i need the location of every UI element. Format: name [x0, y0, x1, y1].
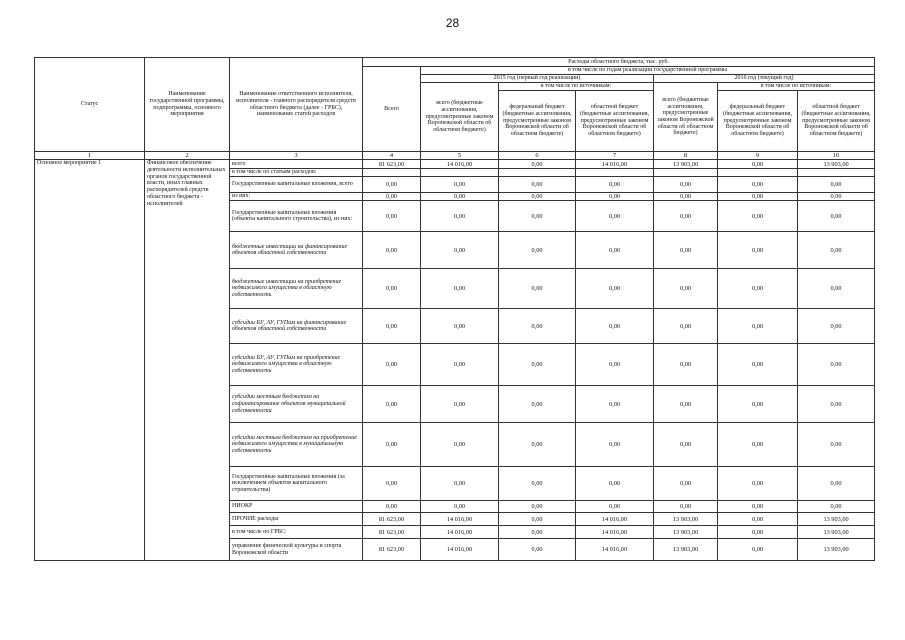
value-cell: 0,00 [718, 201, 798, 232]
value-cell: 0,00 [654, 177, 718, 193]
value-cell [718, 169, 798, 177]
header-col-regional-2015: областной бюджет (бюджетные ассигнования, предусмотренные законом Воронежской области об областном бюджете) [576, 91, 654, 152]
value-cell: 0,00 [798, 269, 875, 309]
value-cell: 0,00 [654, 309, 718, 344]
value-cell: 14 016,00 [421, 539, 499, 561]
value-cell: 0,00 [499, 526, 576, 539]
value-cell [654, 169, 718, 177]
value-cell: 13 903,00 [654, 513, 718, 526]
value-cell: 0,00 [718, 526, 798, 539]
column-index: 3 [230, 152, 363, 160]
value-cell [576, 169, 654, 177]
value-cell: 13 903,00 [798, 539, 875, 561]
value-cell: 0,00 [654, 201, 718, 232]
value-cell: 0,00 [499, 309, 576, 344]
header-by-years: в том числе по годам реализации государственной программы [421, 67, 875, 75]
header-col-federal-2015: федеральный бюджет (бюджетные ассигнования, предусмотренные законом Воронежской области об областном бюджете) [499, 91, 576, 152]
row-label: бюджетные инвестиции на финансирование объектов областной собственности [230, 232, 363, 269]
value-cell: 0,00 [718, 269, 798, 309]
value-cell: 13 903,00 [654, 539, 718, 561]
column-index: 1 [35, 152, 145, 160]
header-col-regional-2016: областной бюджет (бюджетные ассигнования, предусмотренные законом Воронежской области об областном бюджете) [798, 91, 875, 152]
row-label: всего [230, 160, 363, 169]
value-cell: 0,00 [718, 232, 798, 269]
row-label: Государственные капитальные вложения (за исключением объектов капитального строительства) [230, 467, 363, 501]
value-cell: 0,00 [421, 386, 499, 423]
value-cell: 0,00 [654, 232, 718, 269]
header-expenses-title: Расходы областного бюджета, тыс. руб. [363, 58, 875, 67]
value-cell: 0,00 [499, 160, 576, 169]
value-cell: 14 016,00 [576, 160, 654, 169]
value-cell: 0,00 [576, 193, 654, 201]
value-cell [421, 169, 499, 177]
value-cell: 0,00 [576, 386, 654, 423]
value-cell: 0,00 [421, 467, 499, 501]
value-cell: 0,00 [718, 539, 798, 561]
row-label: Государственные капитальные вложения (объекты капитального строительства), из них: [230, 201, 363, 232]
value-cell: 0,00 [576, 201, 654, 232]
value-cell: 0,00 [718, 423, 798, 467]
header-status: Статус [35, 58, 145, 152]
value-cell: 0,00 [798, 467, 875, 501]
value-cell: 0,00 [499, 344, 576, 386]
value-cell: 0,00 [654, 193, 718, 201]
header-col-total-2016: всего (бюджетные ассигнования, предусмотренные законом Воронежской области об областном бюджете) [654, 83, 718, 152]
value-cell: 0,00 [718, 160, 798, 169]
value-cell: 0,00 [363, 344, 421, 386]
value-cell: 14 016,00 [421, 160, 499, 169]
value-cell: 0,00 [798, 501, 875, 513]
value-cell: 81 623,00 [363, 539, 421, 561]
value-cell: 13 903,00 [798, 526, 875, 539]
value-cell: 0,00 [499, 467, 576, 501]
value-cell: 0,00 [798, 309, 875, 344]
value-cell: 0,00 [654, 344, 718, 386]
header-total: Всего [363, 67, 421, 152]
column-index: 8 [654, 152, 718, 160]
row-label: субсидии местным бюджетам на приобретение недвижимого имущества в муниципальную собственность [230, 423, 363, 467]
value-cell: 0,00 [576, 232, 654, 269]
value-cell: 0,00 [363, 309, 421, 344]
value-cell: 14 016,00 [576, 526, 654, 539]
row-label: субсидии БУ, АУ, ГУПам на финансирование объектов областной собственности [230, 309, 363, 344]
value-cell: 0,00 [576, 467, 654, 501]
value-cell: 0,00 [421, 423, 499, 467]
value-cell: 0,00 [421, 309, 499, 344]
value-cell: 14 016,00 [421, 526, 499, 539]
value-cell: 0,00 [363, 423, 421, 467]
value-cell: 13 903,00 [654, 160, 718, 169]
row-label: субсидии местным бюджетам на софинансирование объектов муниципальной собственности [230, 386, 363, 423]
value-cell: 0,00 [654, 423, 718, 467]
page-number: 28 [445, 16, 460, 30]
value-cell: 0,00 [363, 386, 421, 423]
header-col-total-2015: всего (бюджетные ассигнования, предусмотренные законом Воронежской области об областном бюджете) [421, 83, 499, 152]
row-label: НИОКР [230, 501, 363, 513]
value-cell: 0,00 [718, 467, 798, 501]
value-cell: 0,00 [798, 177, 875, 193]
value-cell: 0,00 [363, 232, 421, 269]
value-cell: 0,00 [363, 177, 421, 193]
value-cell: 0,00 [718, 513, 798, 526]
value-cell: 0,00 [499, 423, 576, 467]
value-cell: 0,00 [798, 201, 875, 232]
value-cell: 0,00 [654, 467, 718, 501]
row-label: из них: [230, 193, 363, 201]
value-cell: 0,00 [363, 201, 421, 232]
header-year-2015: 2015 год (первый год реализации) [421, 75, 654, 83]
value-cell: 81 623,00 [363, 513, 421, 526]
value-cell: 81 623,00 [363, 526, 421, 539]
row-label: в том числе по ГРБС: [230, 526, 363, 539]
value-cell: 0,00 [654, 386, 718, 423]
value-cell: 81 623,00 [363, 160, 421, 169]
row-label: в том числе по статьям расходов: [230, 169, 363, 177]
value-cell: 0,00 [576, 177, 654, 193]
value-cell: 0,00 [421, 344, 499, 386]
column-index: 5 [421, 152, 499, 160]
value-cell: 0,00 [654, 501, 718, 513]
value-cell: 0,00 [576, 269, 654, 309]
value-cell: 0,00 [363, 467, 421, 501]
value-cell: 0,00 [499, 539, 576, 561]
value-cell: 13 903,00 [798, 513, 875, 526]
value-cell [798, 169, 875, 177]
value-cell: 0,00 [499, 269, 576, 309]
value-cell: 13 903,00 [654, 526, 718, 539]
value-cell: 0,00 [798, 344, 875, 386]
value-cell: 0,00 [499, 232, 576, 269]
value-cell: 14 016,00 [576, 513, 654, 526]
value-cell: 0,00 [499, 201, 576, 232]
value-cell: 0,00 [798, 386, 875, 423]
value-cell: 0,00 [499, 501, 576, 513]
value-cell [363, 169, 421, 177]
value-cell: 0,00 [421, 269, 499, 309]
value-cell: 14 016,00 [421, 513, 499, 526]
value-cell: 0,00 [718, 309, 798, 344]
value-cell: 0,00 [718, 386, 798, 423]
table-row [35, 160, 875, 169]
program-cell: Финансовое обеспечение деятельности исполнительных органов государственной власти, иных главных распорядителей средств областного бюджета - исполнителей [145, 160, 230, 561]
value-cell: 0,00 [654, 269, 718, 309]
status-cell: Основное мероприятие 1 [35, 160, 145, 561]
value-cell: 0,00 [363, 269, 421, 309]
value-cell: 0,00 [499, 386, 576, 423]
row-label: управление физической культуры и спорта Воронежской области [230, 539, 363, 561]
header-sources-2016: в том числе по источникам: [718, 83, 875, 91]
header-sources-2015: в том числе по источникам: [499, 83, 654, 91]
value-cell: 0,00 [718, 501, 798, 513]
value-cell: 0,00 [798, 423, 875, 467]
row-label: бюджетные инвестиции на приобретение недвижимого имущества в областную собственность [230, 269, 363, 309]
column-index: 7 [576, 152, 654, 160]
column-index: 10 [798, 152, 875, 160]
row-label: субсидии БУ, АУ, ГУПам на приобретение недвижимого имущества в областную собственность [230, 344, 363, 386]
value-cell: 0,00 [718, 177, 798, 193]
value-cell: 0,00 [718, 193, 798, 201]
header-executor: Наименование ответственного исполнителя, исполнителя - главного распорядителя средств областного бюджета (далее - ГРБС), наименование статей расходов [230, 58, 363, 152]
value-cell: 0,00 [718, 344, 798, 386]
value-cell: 0,00 [421, 232, 499, 269]
value-cell: 0,00 [421, 177, 499, 193]
column-index: 6 [499, 152, 576, 160]
header-program-name: Наименование государственной программы, подпрограммы, основного мероприятия [145, 58, 230, 152]
column-index: 2 [145, 152, 230, 160]
value-cell: 0,00 [421, 193, 499, 201]
value-cell: 0,00 [363, 193, 421, 201]
value-cell: 0,00 [576, 309, 654, 344]
value-cell: 0,00 [576, 501, 654, 513]
value-cell: 13 903,00 [798, 160, 875, 169]
value-cell: 0,00 [576, 344, 654, 386]
value-cell: 0,00 [363, 501, 421, 513]
header-year-2016: 2016 год (текущий год) [654, 75, 875, 83]
budget-table [34, 57, 875, 561]
value-cell: 14 016,00 [576, 539, 654, 561]
row-label: ПРОЧИЕ расходы [230, 513, 363, 526]
value-cell [499, 169, 576, 177]
value-cell: 0,00 [798, 193, 875, 201]
value-cell: 0,00 [421, 201, 499, 232]
value-cell: 0,00 [798, 232, 875, 269]
column-index: 4 [363, 152, 421, 160]
column-index: 9 [718, 152, 798, 160]
value-cell: 0,00 [576, 423, 654, 467]
column-index-row [35, 152, 875, 160]
value-cell: 0,00 [499, 513, 576, 526]
header-col-federal-2016: федеральный бюджет (бюджетные ассигнования, предусмотренные законом Воронежской области об областном бюджете) [718, 91, 798, 152]
value-cell: 0,00 [499, 177, 576, 193]
row-label: Государственные капитальные вложения, всего [230, 177, 363, 193]
value-cell: 0,00 [421, 501, 499, 513]
value-cell: 0,00 [499, 193, 576, 201]
